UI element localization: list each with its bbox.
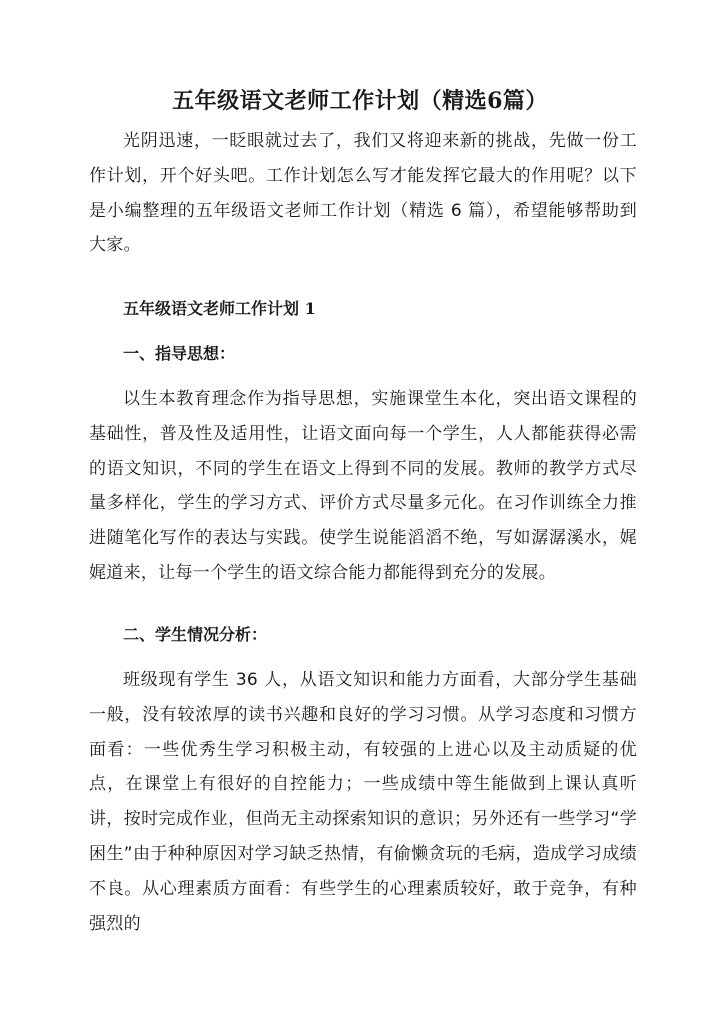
part1-heading: 一、指导思想： xyxy=(123,344,236,363)
part2-heading: 二、学生情况分析： xyxy=(123,625,268,644)
intro-paragraph: 光阴迅速，一眨眼就过去了，我们又将迎来新的挑战，先做一份工作计划，开个好头吧。工作计划怎么写才能发挥它最大的作用呢？以下是小编整理的五年级语文老师工作计划（精选 6 篇），希望能够帮助到大家。 xyxy=(89,131,637,256)
section-title: 五年级语文老师工作计划 1 xyxy=(123,299,316,318)
part1-body: 以生本教育理念作为指导思想，实施课堂生本化，突出语文课程的基础性，普及性及适用性，让语文面向每一个学生，人人都能获得必需的语文知识，不同的学生在语文上得到不同的发展。教师的教学方式尽量多样化，学生的学习方式、评价方式尽量多元化。在习作训练全力推进随笔化写作的表达与实践。使学生说能滔滔不绝，写如潺潺溪水，娓娓道来，让每一个学生的语文综合能力都能得到充分的发展。 xyxy=(89,389,637,583)
part2-body: 班级现有学生 36 人，从语文知识和能力方面看，大部分学生基础一般，没有较浓厚的读书兴趣和良好的学习习惯。从学习态度和习惯方面看：一些优秀生学习积极主动，有较强的上进心以及主动质疑的优点，在课堂上有很好的自控能力；一些成绩中等生能做到上课认真听讲，按时完成作业，但尚无主动探索知识的意识；另外还有一些学习“学困生”由于种种原因对学习缺乏热情，有偷懒贪玩的毛病，造成学习成绩不良。从心理素质方面看：有些学生的心理素质较好，敢于竞争，有种强烈的 xyxy=(89,670,637,934)
document-title: 五年级语文老师工作计划（精选6篇） xyxy=(172,88,548,114)
